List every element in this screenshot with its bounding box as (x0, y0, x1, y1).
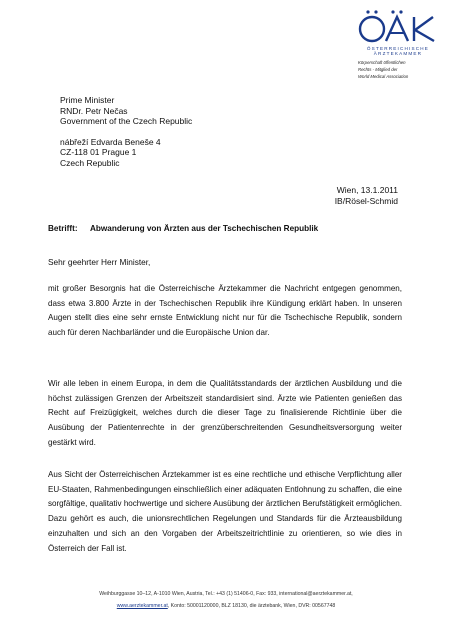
reference-code: IB/Rösel-Schmid (334, 196, 398, 206)
logo-name-line1: ÖSTERREICHISCHE (366, 46, 430, 51)
footer-bank-details: , Konto: 50001120000, BLZ 18130, die ärztebank, Wien, DVR: 00567748 (167, 603, 336, 609)
subject-line (48, 224, 318, 233)
logo-tagline-line: Rechts - Mitglied der (358, 67, 398, 72)
oak-logo (356, 8, 440, 80)
recipient-organization: Government of the Czech Republic (60, 116, 193, 126)
body-paragraph-3: Aus Sicht der Österreichischen Ärztekammer ist es eine rechtliche und ethische Verpflichtung aller EU-Staaten, Rahmenbedingungen einschließlich einer adäquaten Entlohnung zu schaffen, die eine sorgfältige, qualitativ hochwertige und sichere Ausübung der ärztlichen Berufstätigkeit ermöglichen. Dazu gehört es auch, die unionsrechtlichen Regelungen und Standards für die Ärzteausbildung einzuhalten und sich an den Vorgaben der Arbeitszeitrichtlinie zu orientieren, so wie dies in Österreich der Fall ist. (48, 470, 402, 553)
recipient-name: RNDr. Petr Nečas (60, 105, 128, 116)
body-paragraph-1: mit großer Besorgnis hat die Österreichische Ärztekammer die Nachricht entgegen genommen, dass etwa 3.800 Ärzte in der Tschechischen Republik ihre Kündigung erklärt haben. In unseren Augen stellt dies eine sehr ernste Entwicklung nicht nur für die Tschechische Republik, sondern auch für deren Nachbarländer und die Europäische Union dar. (48, 284, 402, 338)
body-paragraph-2: Wir alle leben in einem Europa, in dem die Qualitätsstandards der ärztlichen Ausbildung und die höchst zulässigen Grenzen der Arbeitszeit standardisiert sind. Ärzte wie Patienten genießen das Recht auf Freizügigkeit, welches durch die dieser Tage zu finalisierende Richtlinie über die Ausübung der Patientenrechte in der grenzüberschreitenden Gesundheitsversorgung weiter gestärkt wird. (48, 379, 402, 447)
letter-footer (0, 588, 452, 612)
recipient-street: nábřeží Edvarda Beneše 4 (60, 136, 161, 147)
logo-tagline-line: Körperschaft öffentlichen (358, 60, 406, 65)
place-date: Wien, 13.1.2011 (336, 185, 398, 195)
footer-address-line: Weihburggasse 10–12, A-1010 Wien, Austria, Tel.: +43 (1) 51406-0, Fax: 933, international@aerztekammer.at, (99, 591, 353, 597)
footer-bank-line (0, 600, 452, 612)
recipient-postcode-city: CZ-118 01 Prague 1 (60, 147, 137, 157)
date-block (335, 185, 398, 207)
recipient-address-block (60, 95, 192, 168)
recipient-country: Czech Republic (60, 157, 120, 168)
logo-tagline (356, 59, 440, 80)
website-link[interactable]: www.aerztekammer.at (116, 603, 168, 609)
recipient-title: Prime Minister (60, 95, 115, 105)
subject-label: Betrifft: (48, 224, 78, 233)
subject-text: Abwanderung von Ärzten aus der Tschechischen Republik (90, 224, 319, 233)
salutation: Sehr geehrter Herr Minister, (48, 257, 151, 267)
logo-name-line2: ÄRZTEKAMMER (373, 51, 423, 56)
oak-logo-mark (356, 8, 440, 44)
logo-tagline-line: World Medical Association (358, 74, 409, 79)
